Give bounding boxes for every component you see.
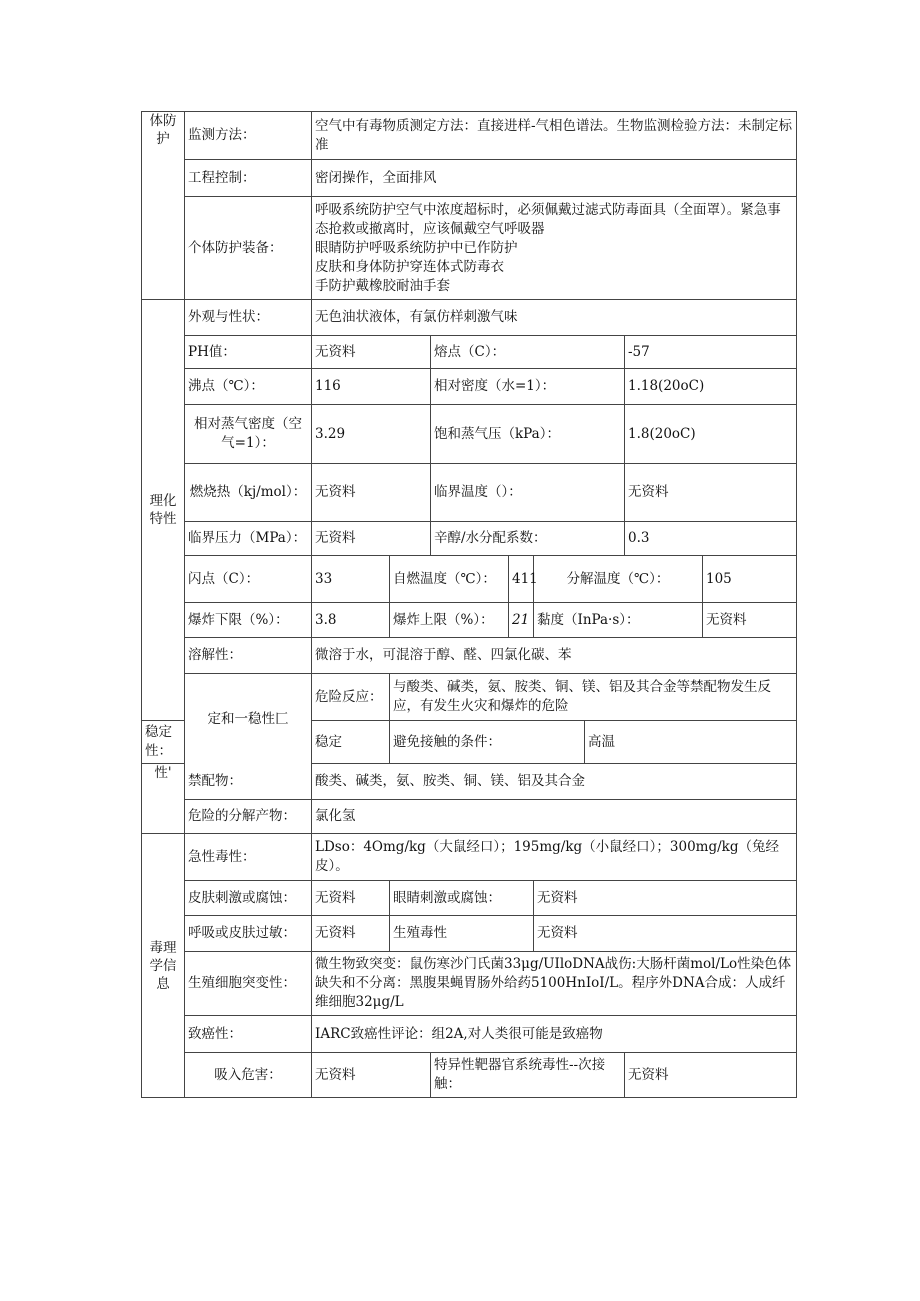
equipment-line: 眼睛防护呼吸系统防护中已作防护 xyxy=(315,239,518,256)
row-engineering xyxy=(142,160,797,197)
decomposition-products-label: 危险的分解产物： xyxy=(185,800,312,834)
stability-value: 稳定 xyxy=(312,721,390,764)
section-stability: 定和一稳性匚 xyxy=(185,674,312,764)
aspiration-label: 吸入危害： xyxy=(185,1053,312,1098)
row-explosion-limits xyxy=(142,603,797,638)
incompatible-label: 禁配物： xyxy=(185,764,312,800)
decomposition-value: 105 xyxy=(703,556,797,603)
vapor-density-value: 3.29 xyxy=(312,405,431,464)
lower-limit-label: 爆炸下限（%）： xyxy=(185,603,312,638)
viscosity-value: 无资料 xyxy=(703,603,797,638)
decomposition-label: 分解温度（℃）： xyxy=(534,556,703,603)
upper-limit-value: 21 xyxy=(509,603,534,638)
engineering-label: 工程控制： xyxy=(185,160,312,197)
sensitization-value: 无资料 xyxy=(312,916,390,952)
section-physchem: 理化特性 xyxy=(142,300,185,721)
eye-label: 眼睛刺激或腐蚀： xyxy=(390,881,534,916)
viscosity-label: 黏度（InPa·s）： xyxy=(534,603,703,638)
row-acute xyxy=(142,834,797,881)
flash-value: 33 xyxy=(312,556,390,603)
appearance-label: 外观与性状： xyxy=(185,300,312,336)
density-label: 相对密度（水=1）： xyxy=(431,369,625,405)
hazard-reaction-label: 危险反应： xyxy=(312,674,390,721)
row-sensitization xyxy=(142,916,797,952)
equipment-label: 个体防护装备： xyxy=(185,197,312,300)
combustion-value: 无资料 xyxy=(312,464,431,522)
carcinogenicity-value: IARC致癌性评论：组2A,对人类很可能是致癌物 xyxy=(312,1016,797,1053)
vapor-density-label: 相对蒸气密度（空气=1）： xyxy=(185,405,312,464)
melting-label: 熔点（C）： xyxy=(431,336,625,369)
combustion-label: 燃烧热（kj/mol）： xyxy=(185,464,312,522)
row-solubility xyxy=(142,638,797,674)
critical-pressure-value: 无资料 xyxy=(312,522,431,556)
row-critical-pressure xyxy=(142,522,797,556)
vapor-pressure-value: 1.8(20oC) xyxy=(625,405,797,464)
hazard-reaction-value: 与酸类、碱类，氨、胺类、铜、镁、铝及其合金等禁配物发生反应，有发生火灾和爆炸的危险 xyxy=(390,674,797,721)
row-irritation xyxy=(142,881,797,916)
mutagenicity-value: 微生物致突变：鼠伤寒沙门氏菌33μg/UIloDNA战伤:大肠杆菌mol/Lo性染色体缺失和不分离：黑腹果蝇胃肠外给药5100HnIoI/L。程序外DNA合成：人成纤维细胞32μg/L xyxy=(312,952,797,1016)
section-personal-protection: 体防护 xyxy=(142,112,185,300)
row-vapor xyxy=(142,405,797,464)
row-equipment xyxy=(142,197,797,300)
stability-label: 稳定性： xyxy=(142,721,185,764)
acute-label: 急性毒性： xyxy=(185,834,312,881)
row-monitoring xyxy=(142,112,797,160)
acute-value: LDso：4Omg/kg（大鼠经口）；195mg/kg（小鼠经口）；300mg/kg（兔经皮）。 xyxy=(312,834,797,881)
row-appearance xyxy=(142,300,797,336)
critical-temp-value: 无资料 xyxy=(625,464,797,522)
incompatible-value: 酸类、碱类，氨、胺类、铜、镁、铝及其合金 xyxy=(312,764,797,800)
msds-table-sheet xyxy=(141,111,796,1092)
equipment-value xyxy=(312,197,797,300)
skin-value: 无资料 xyxy=(312,881,390,916)
ph-label: PH值： xyxy=(185,336,312,369)
lower-limit-value: 3.8 xyxy=(312,603,390,638)
reproductive-label: 生殖毒性 xyxy=(390,916,534,952)
row-combustion xyxy=(142,464,797,522)
monitoring-value: 空气中有毒物质测定方法：直接进样-气相色谱法。生物监测检验方法：未制定标准 xyxy=(312,112,797,160)
section-toxicology: 毒理学信息 xyxy=(142,834,185,1098)
appearance-value: 无色油状液体，有氯仿样刺激气味 xyxy=(312,300,797,336)
autoignition-label: 自燃温度（℃）： xyxy=(390,556,509,603)
vapor-pressure-label: 饱和蒸气压（kPa）： xyxy=(431,405,625,464)
stot-single-value: 无资料 xyxy=(625,1053,797,1098)
row-aspiration xyxy=(142,1053,797,1098)
solubility-value: 微溶于水，可混溶于醇、醛、四氯化碳、苯 xyxy=(312,638,797,674)
mutagenicity-label: 生殖细胞突变性： xyxy=(185,952,312,1016)
density-value: 1.18(20oC) xyxy=(625,369,797,405)
decomposition-products-value: 氯化氢 xyxy=(312,800,797,834)
row-ph-melting xyxy=(142,336,797,369)
engineering-value: 密闭操作，全面排风 xyxy=(312,160,797,197)
critical-temp-label: 临界温度（）： xyxy=(431,464,625,522)
row-hazard-reaction xyxy=(142,674,797,721)
equipment-line: 呼吸系统防护空气中浓度超标时，必须佩戴过滤式防毒面具（全面罩）。紧急事态抢救或撤离时，应该佩戴空气呼吸器 xyxy=(315,201,781,237)
section-stability-continued: 性' xyxy=(142,764,185,834)
avoid-value: 高温 xyxy=(585,721,797,764)
ph-value: 无资料 xyxy=(312,336,431,369)
partition-value: 0.3 xyxy=(625,522,797,556)
skin-label: 皮肤刺激或腐蚀： xyxy=(185,881,312,916)
reproductive-value: 无资料 xyxy=(534,916,797,952)
row-carcinogenicity xyxy=(142,1016,797,1053)
row-mutagenicity xyxy=(142,952,797,1016)
melting-value: -57 xyxy=(625,336,797,369)
aspiration-value: 无资料 xyxy=(312,1053,431,1098)
flash-label: 闪点（C）： xyxy=(185,556,312,603)
autoignition-value: 411 xyxy=(509,556,534,603)
avoid-label: 避免接触的条件： xyxy=(390,721,585,764)
row-decomposition-products xyxy=(142,800,797,834)
eye-value: 无资料 xyxy=(534,881,797,916)
sensitization-label: 呼吸或皮肤过敏： xyxy=(185,916,312,952)
partition-label: 辛醇/水分配系数： xyxy=(431,522,625,556)
stot-single-label: 特异性靶器官系统毒性--次接触： xyxy=(431,1053,625,1098)
critical-pressure-label: 临界压力（MPa）： xyxy=(185,522,312,556)
equipment-line: 手防护戴橡胶耐油手套 xyxy=(315,277,450,294)
boiling-value: 116 xyxy=(312,369,431,405)
solubility-label: 溶解性： xyxy=(185,638,312,674)
row-incompatible xyxy=(142,764,797,800)
monitoring-label: 监测方法： xyxy=(185,112,312,160)
row-boiling-density xyxy=(142,369,797,405)
boiling-label: 沸点（℃）： xyxy=(185,369,312,405)
equipment-line: 皮肤和身体防护穿连体式防毒衣 xyxy=(315,258,504,275)
row-flash xyxy=(142,556,797,603)
upper-limit-label: 爆炸上限（%）： xyxy=(390,603,509,638)
carcinogenicity-label: 致癌性： xyxy=(185,1016,312,1053)
msds-table xyxy=(141,111,797,1098)
